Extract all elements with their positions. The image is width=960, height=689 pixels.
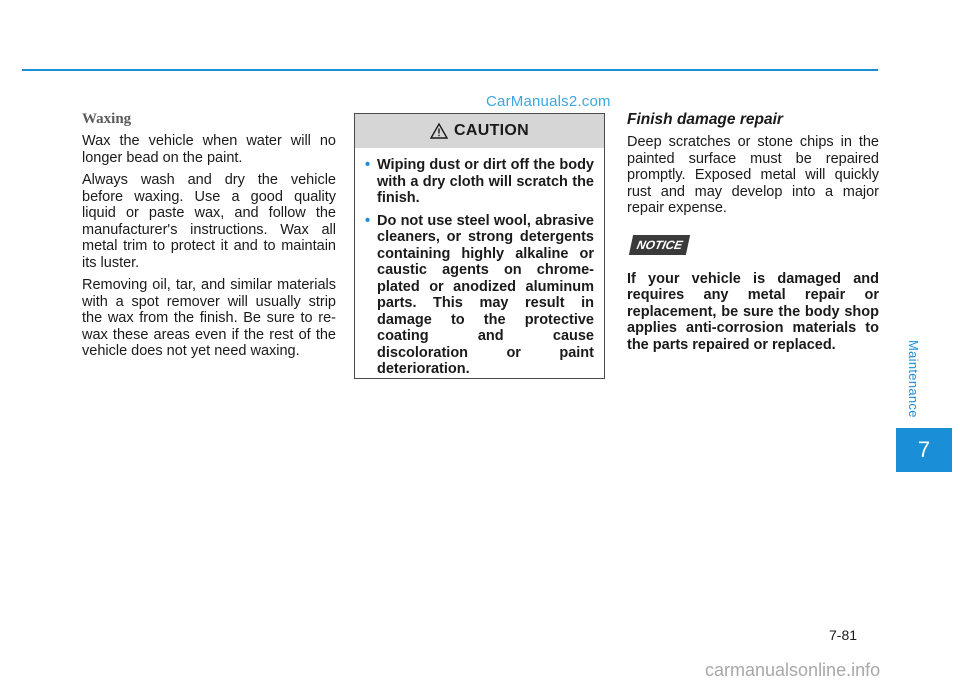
bullet-icon: • bbox=[365, 157, 371, 173]
watermark-bottom[interactable]: carmanualsonline.info bbox=[705, 660, 881, 680]
bullet-icon: • bbox=[365, 212, 371, 229]
chapter-number: 7 bbox=[896, 428, 952, 472]
finish-damage-paragraph: Deep scratches or stone chips in the painted surface must be repaired promptly. Exposed metal will quickly rust and may develop into a major repair expense. bbox=[627, 134, 879, 216]
finish-damage-heading: Finish damage repair bbox=[627, 111, 783, 128]
waxing-paragraph: Removing oil, tar, and similar materials with a spot remover will usually strip the wax from the finish. Be sure to re-wax these areas even if the rest of the vehicle does not yet need waxing. bbox=[82, 277, 336, 359]
caution-item bbox=[365, 157, 594, 207]
warning-triangle-icon bbox=[430, 123, 448, 139]
caution-item bbox=[365, 213, 594, 378]
waxing-paragraph: Always wash and dry the vehicle before waxing. Use a good quality liquid or paste wax, and follow the manufacturer's instructions. Wax all metal trim to protect it and to maintain its luster. bbox=[82, 172, 336, 271]
caution-item-text: Wiping dust or dirt off the body with a dry cloth will scratch the finish. bbox=[377, 157, 594, 206]
waxing-paragraph: Wax the vehicle when water will no longer bead on the paint. bbox=[82, 133, 336, 166]
section-tab-label: Maintenance bbox=[906, 340, 921, 418]
caution-item-text: Do not use steel wool, abrasive cleaners, or strong detergents containing highly alkaline or caustic agents on chrome-plated or anodized aluminum parts. This may result in damage to the protective coating and cause discoloration or paint deterioration. bbox=[377, 212, 594, 377]
watermark-top[interactable]: CarManuals2.com bbox=[486, 93, 611, 110]
caution-box bbox=[354, 113, 605, 379]
waxing-heading: Waxing bbox=[82, 111, 132, 127]
finish-damage-section bbox=[627, 111, 879, 359]
caution-header bbox=[355, 114, 604, 148]
page-number: 7-81 bbox=[829, 627, 858, 643]
caution-title: CAUTION bbox=[454, 122, 529, 139]
waxing-section bbox=[82, 111, 336, 366]
notice-badge: NOTICE bbox=[629, 235, 691, 255]
header-rule bbox=[22, 69, 878, 71]
caution-list bbox=[355, 148, 604, 378]
notice-text: If your vehicle is damaged and requires any metal repair or replacement, be sure the body shop applies anti-corrosion materials to the parts repaired or replaced. bbox=[627, 270, 879, 353]
